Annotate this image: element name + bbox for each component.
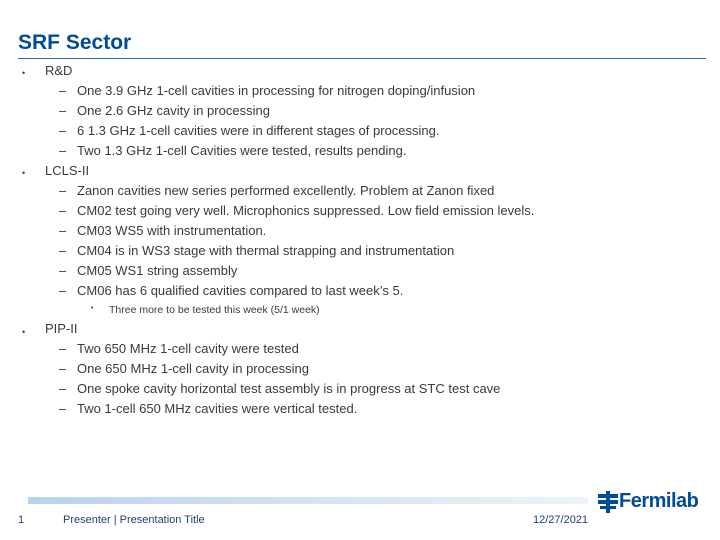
dash-icon: –	[59, 361, 67, 376]
dash-icon: –	[59, 283, 67, 298]
presenter-title: Presenter | Presentation Title	[63, 514, 205, 526]
dash-icon: –	[59, 263, 67, 278]
dash-icon: –	[59, 381, 67, 396]
list-item: One spoke cavity horizontal test assembly is in progress at STC test cave	[77, 381, 501, 396]
list-item: Zanon cavities new series performed excellently. Problem at Zanon fixed	[77, 183, 495, 198]
dash-icon: –	[59, 223, 67, 238]
dash-icon: –	[59, 103, 67, 118]
bullet-icon: •	[22, 327, 26, 337]
slide-title: SRF Sector	[18, 31, 132, 54]
list-item: CM06 has 6 qualified cavities compared to last week’s 5.	[77, 283, 404, 298]
list-item: Two 1-cell 650 MHz cavities were vertical tested.	[77, 401, 358, 416]
title-underline	[18, 58, 706, 59]
section-heading-pip: PIP-II	[45, 321, 78, 336]
footer-date: 12/27/2021	[533, 514, 589, 526]
sub-bullet-icon: •	[91, 305, 94, 312]
list-item: One 3.9 GHz 1-cell cavities in processing for nitrogen doping/infusion	[77, 83, 476, 98]
footer-bar	[28, 497, 588, 504]
bullet-icon: •	[22, 168, 26, 178]
fermilab-logo	[598, 490, 708, 514]
section-heading-rd: R&D	[45, 63, 73, 78]
dash-icon: –	[59, 401, 67, 416]
section-heading-lcls: LCLS-II	[45, 163, 90, 178]
fermilab-logo-icon	[598, 491, 618, 513]
dash-icon: –	[59, 183, 67, 198]
bullet-icon: •	[22, 68, 26, 78]
dash-icon: –	[59, 83, 67, 98]
page-number: 1	[18, 514, 25, 526]
fermilab-logo-text: Fermilab	[619, 490, 699, 512]
dash-icon: –	[59, 203, 67, 218]
list-item: One 2.6 GHz cavity in processing	[77, 103, 270, 118]
list-item: CM03 WS5 with instrumentation.	[77, 223, 267, 238]
list-item: CM02 test going very well. Microphonics suppressed. Low field emission levels.	[77, 203, 535, 218]
dash-icon: –	[59, 341, 67, 356]
list-item: One 650 MHz 1-cell cavity in processing	[77, 361, 309, 376]
dash-icon: –	[59, 243, 67, 258]
list-item: Two 650 MHz 1-cell cavity were tested	[77, 341, 299, 356]
list-item: Two 1.3 GHz 1-cell Cavities were tested, results pending.	[77, 143, 407, 158]
list-item: CM04 is in WS3 stage with thermal strapping and instrumentation	[77, 243, 455, 258]
dash-icon: –	[59, 143, 67, 158]
sub-list-item: Three more to be tested this week (5/1 week)	[109, 304, 320, 316]
list-item: 6 1.3 GHz 1-cell cavities were in different stages of processing.	[77, 123, 440, 138]
list-item: CM05 WS1 string assembly	[77, 263, 238, 278]
dash-icon: –	[59, 123, 67, 138]
